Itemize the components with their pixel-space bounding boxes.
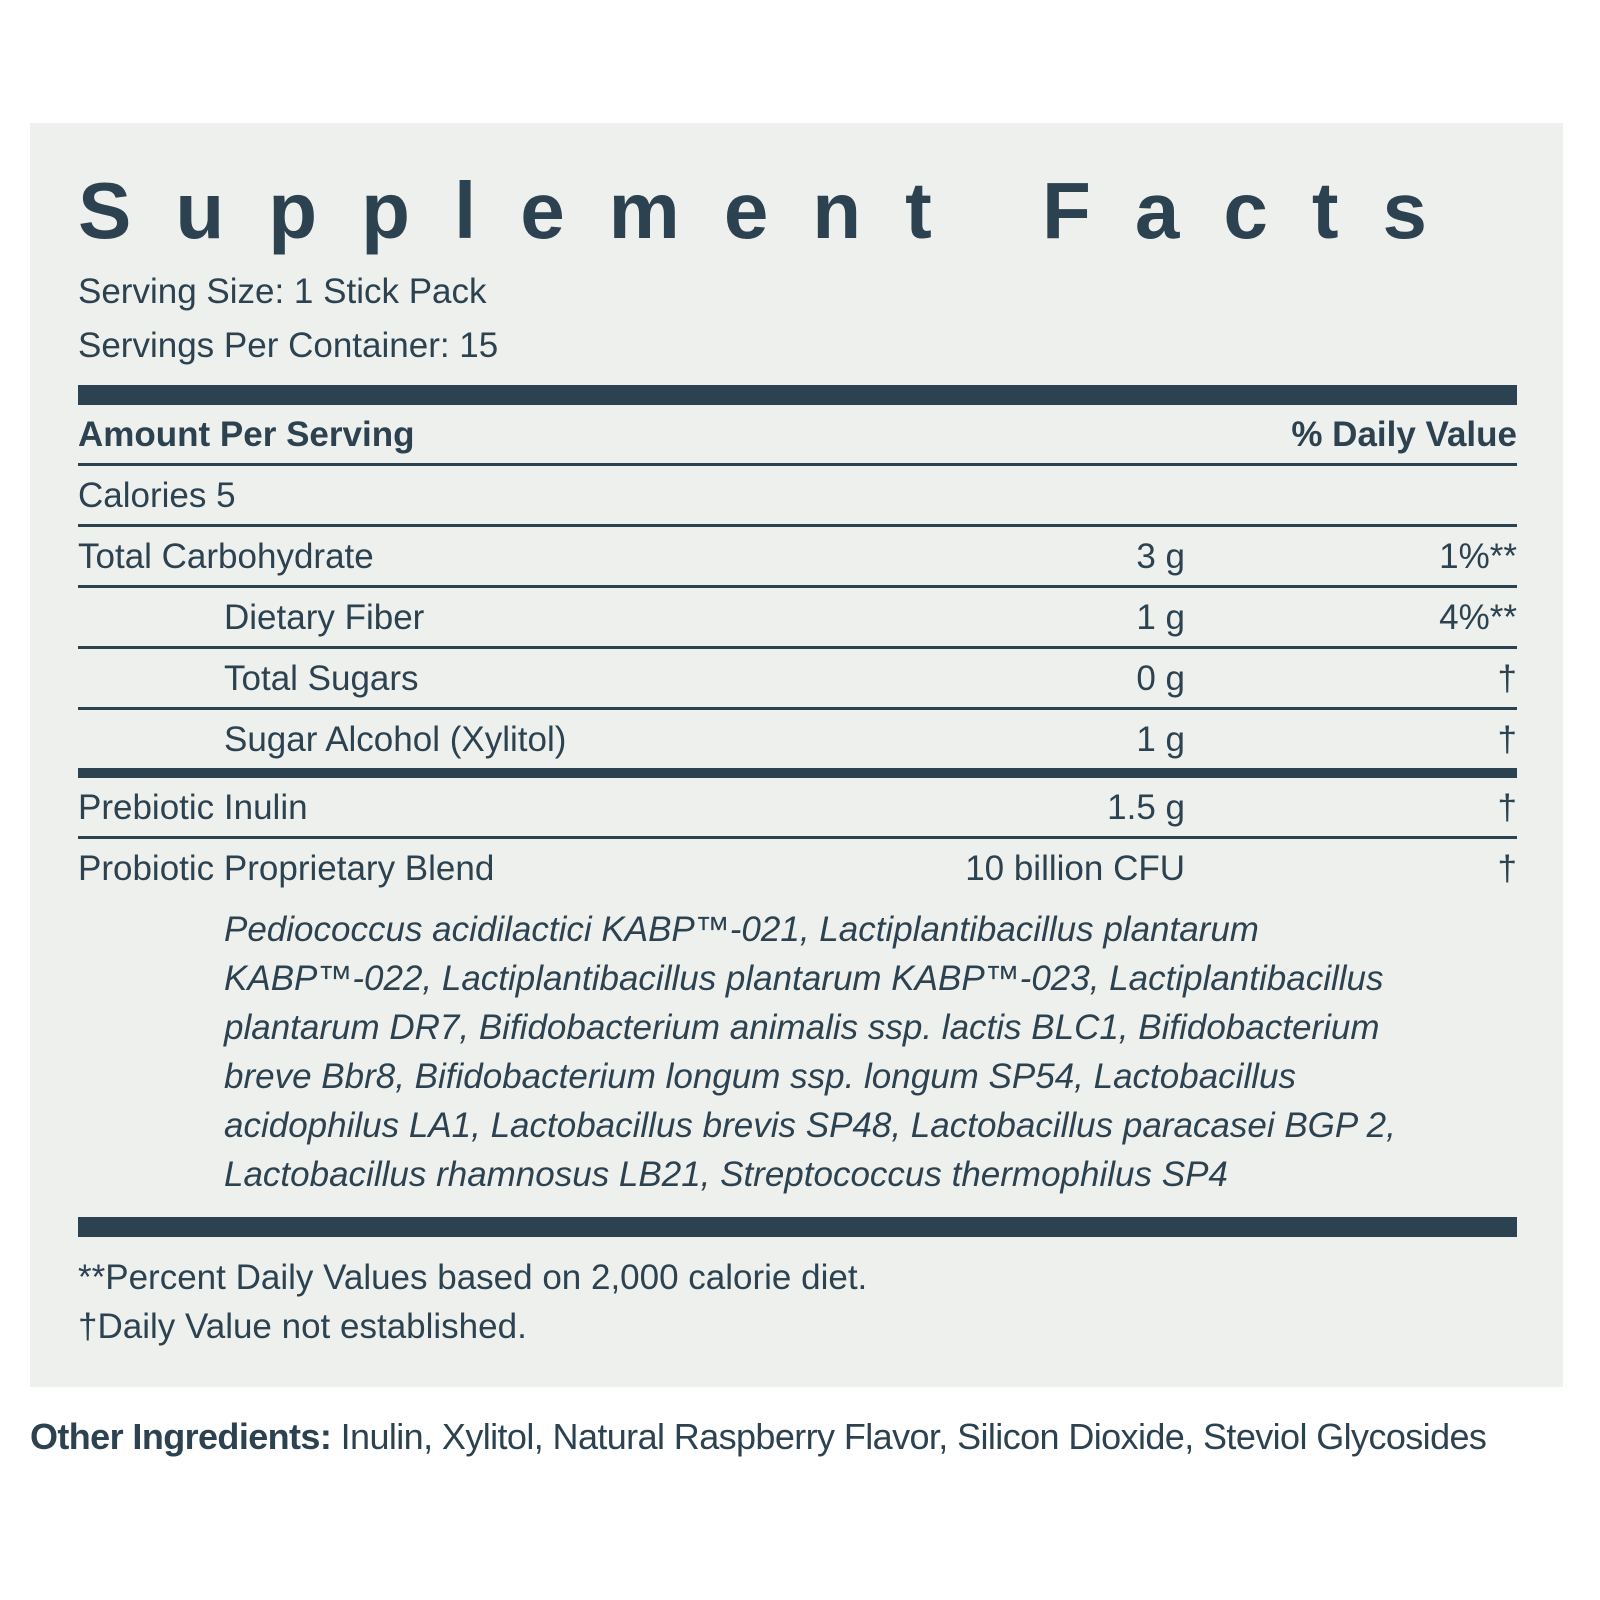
supplement-facts-panel — [30, 123, 1563, 1387]
strain-line: acidophilus LA1, Lactobacillus brevis SP48, Lactobacillus paracasei BGP 2, — [224, 1106, 1396, 1145]
table-row-prebiotic-inulin — [78, 778, 1517, 836]
strain-line: breve Bbr8, Bifidobacterium longum ssp. longum SP54, Lactobacillus — [224, 1057, 1296, 1096]
table-row-sugar-alcohol — [78, 710, 1517, 768]
page-title: Supplement Facts — [78, 166, 1472, 255]
strain-line: plantarum DR7, Bifidobacterium animalis ssp. lactis BLC1, Bifidobacterium — [224, 1008, 1380, 1047]
nutrient-amount: 10 billion CFU — [965, 849, 1185, 888]
table-header-row — [78, 405, 1517, 463]
nutrient-daily-value: † — [1497, 849, 1517, 888]
strain-line: Lactobacillus rhamnosus LB21, Streptococcus thermophilus SP4 — [224, 1155, 1228, 1194]
divider-thick-top — [78, 385, 1517, 405]
table-row-total-carbohydrate — [78, 527, 1517, 585]
strain-line: Pediococcus acidilactici KABP™-021, Lactiplantibacillus plantarum — [224, 910, 1259, 949]
servings-per-container-line: Servings Per Container: 15 — [78, 326, 499, 365]
divider-medium — [78, 768, 1517, 778]
other-ingredients-label: Other Ingredients: — [30, 1416, 332, 1457]
nutrient-daily-value: † — [1497, 659, 1517, 698]
nutrient-amount: 0 g — [1136, 659, 1185, 698]
nutrient-name: Probiotic Proprietary Blend — [78, 849, 495, 888]
nutrient-daily-value: † — [1497, 720, 1517, 759]
nutrient-name: Total Sugars — [224, 659, 419, 698]
nutrient-daily-value: 1%** — [1439, 537, 1517, 576]
other-ingredients-line — [30, 1412, 1590, 1462]
other-ingredients-items: Inulin, Xylitol, Natural Raspberry Flavor, Silicon Dioxide, Steviol Glycosides — [340, 1416, 1487, 1457]
nutrient-name: Sugar Alcohol (Xylitol) — [224, 720, 567, 759]
table-row-probiotic-blend — [78, 839, 1517, 897]
footnote-daily-values: **Percent Daily Values based on 2,000 calorie diet. — [78, 1258, 868, 1297]
nutrient-amount: 1 g — [1136, 598, 1185, 637]
nutrient-name: Total Carbohydrate — [78, 537, 374, 576]
divider-thick-bottom — [78, 1217, 1517, 1237]
nutrient-amount: 1.5 g — [1107, 788, 1185, 827]
nutrient-daily-value: 4%** — [1439, 598, 1517, 637]
table-row-calories — [78, 466, 1517, 524]
nutrient-daily-value: † — [1497, 788, 1517, 827]
strain-line: KABP™-022, Lactiplantibacillus plantarum KABP™-023, Lactiplantibacillus — [224, 959, 1384, 998]
table-row-dietary-fiber — [78, 588, 1517, 646]
probiotic-strain-list — [224, 905, 1517, 1199]
footnote-dagger: †Daily Value not established. — [78, 1307, 527, 1346]
footnotes — [78, 1253, 1517, 1351]
nutrient-amount: 1 g — [1136, 720, 1185, 759]
percent-daily-value-header: % Daily Value — [1291, 415, 1517, 454]
amount-per-serving-header: Amount Per Serving — [78, 415, 415, 454]
table-row-total-sugars — [78, 649, 1517, 707]
serving-size-line: Serving Size: 1 Stick Pack — [78, 272, 487, 311]
nutrient-name: Prebiotic Inulin — [78, 788, 308, 827]
calories-label: Calories 5 — [78, 476, 236, 515]
nutrient-name: Dietary Fiber — [224, 598, 425, 637]
nutrient-amount: 3 g — [1136, 537, 1185, 576]
